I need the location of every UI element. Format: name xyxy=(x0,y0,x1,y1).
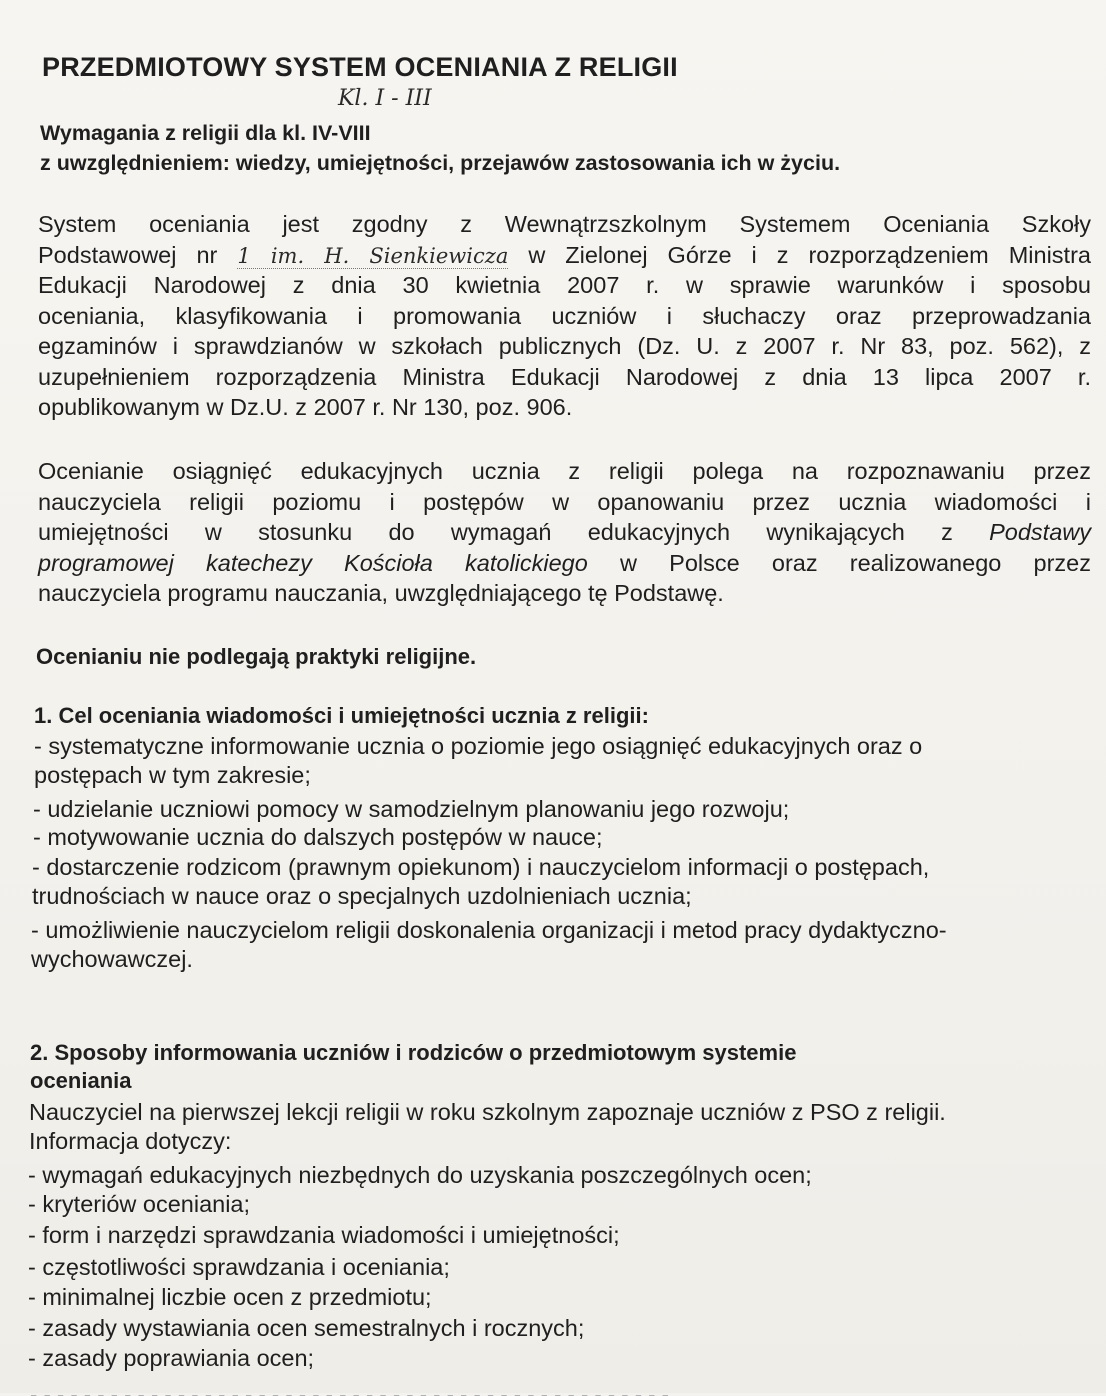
intro-line-prefix: Podstawowej nr xyxy=(38,241,218,268)
section1-item: wychowawczej. xyxy=(31,946,193,972)
section1-heading: 1. Cel oceniania wiadomości i umiejętności ucznia z religii: xyxy=(34,703,649,728)
assessment-line: Ocenianie osiągnięć edukacyjnych ucznia z religii polega na rozpoznawaniu przez xyxy=(38,458,1091,484)
section2-item: - wymagań edukacyjnych niezbędnych do uzyskania poszczególnych ocen; xyxy=(28,1162,812,1188)
section2-heading-line2: oceniania xyxy=(30,1068,132,1093)
section1-item: - motywowanie ucznia do dalszych postępów w nauce; xyxy=(33,824,603,850)
handwritten-school-name: 1 im. H. Sienkiewicza xyxy=(237,243,509,268)
intro-line: System oceniania jest zgodny z Wewnątrzszkolnym Systemem Oceniania Szkoły xyxy=(38,211,1091,237)
section2-item: - minimalnej liczbie ocen z przedmiotu; xyxy=(28,1284,432,1310)
assessment-line-prefix: umiejętności w stosunku do wymagań edukacyjnych wynikających z xyxy=(38,519,953,545)
assessment-line: nauczyciela religii poziomu i postępów w opanowaniu przez ucznia wiadomości i xyxy=(38,488,1091,515)
section1-item: - systematyczne informowanie ucznia o poziomie jego osiągnięć edukacyjnych oraz o xyxy=(34,733,923,759)
document-subtitle-line2: z uwzględnieniem: wiedzy, umiejętności, przejawów zastosowania ich w życiu. xyxy=(40,151,841,175)
assessment-italic-program: programowej katechezy Kościoła katolickiego xyxy=(38,549,588,576)
section1-item: - udzielanie uczniowi pomocy w samodzielnym planowaniu jego rozwoju; xyxy=(33,796,790,822)
section2-item: Nauczyciel na pierwszej lekcji religii w roku szkolnym zapoznaje uczniów z PSO z religii. xyxy=(29,1099,946,1125)
intro-line: opublikowanym w Dz.U. z 2007 r. Nr 130, poz. 906. xyxy=(38,394,573,420)
assessment-paragraph xyxy=(38,456,1091,609)
intro-line: Edukacji Narodowej z dnia 30 kwietnia 2007 r. w sprawie warunków i sposobu xyxy=(38,272,1091,298)
cut-off-text-line: - - - - - - - - - - - - - - - - - - - - - - - - - - - - - - - - - - - - - - - - - - - - - - - - xyxy=(30,1382,669,1396)
section2-item: Informacja dotyczy: xyxy=(29,1128,232,1154)
section2-item: - form i narzędzi sprawdzania wiadomości i umiejętności; xyxy=(28,1222,620,1248)
section2-item: - zasady poprawiania ocen; xyxy=(28,1345,315,1371)
section2-heading-line1: 2. Sposoby informowania uczniów i rodziców o przedmiotowym systemie xyxy=(30,1040,797,1065)
intro-line: uzupełnieniem rozporządzenia Ministra Edukacji Narodowej z dnia 13 lipca 2007 r. xyxy=(38,363,1091,390)
intro-line: oceniania, klasyfikowania i promowania uczniów i słuchaczy oraz przeprowadzania xyxy=(38,302,1091,329)
section1-item: - umożliwienie nauczycielom religii doskonalenia organizacji i metod pracy dydaktyczno- xyxy=(31,917,947,943)
section1-item: postępach w tym zakresie; xyxy=(34,762,311,788)
assessment-line-suffix: w Polsce oraz realizowanego przez xyxy=(620,549,1091,576)
note-no-practices: Ocenianiu nie podlegają praktyki religijne. xyxy=(36,644,477,669)
document-subtitle-line1: Wymagania z religii dla kl. IV-VIII xyxy=(40,121,371,145)
assessment-line-program xyxy=(38,548,1091,579)
intro-line-suffix: w Zielonej Górze i z rozporządzeniem Ministra xyxy=(528,241,1091,268)
section2-item: - częstotliwości sprawdzania i oceniania; xyxy=(28,1254,450,1280)
handwritten-class-note: Kl. I - III xyxy=(338,86,432,111)
intro-paragraph xyxy=(38,209,1091,423)
intro-line: egzaminów i sprawdzianów w szkołach publicznych (Dz. U. z 2007 r. Nr 83, poz. 562), z xyxy=(38,333,1091,359)
section2-item: - zasady wystawiania ocen semestralnych i rocznych; xyxy=(28,1315,585,1341)
document-title: PRZEDMIOTOWY SYSTEM OCENIANIA Z RELIGII xyxy=(42,52,678,82)
section1-item: trudnościach w nauce oraz o specjalnych uzdolnieniach ucznia; xyxy=(32,883,692,909)
section1-item: - dostarczenie rodzicom (prawnym opiekunom) i nauczycielom informacji o postępach, xyxy=(32,854,930,880)
assessment-line-podstawy xyxy=(38,517,1091,548)
assessment-italic-podstawy: Podstawy xyxy=(989,519,1091,545)
intro-line-school xyxy=(38,240,1091,271)
section2-item: - kryteriów oceniania; xyxy=(28,1191,251,1217)
assessment-line: nauczyciela programu nauczania, uwzględniającego tę Podstawę. xyxy=(38,580,724,606)
